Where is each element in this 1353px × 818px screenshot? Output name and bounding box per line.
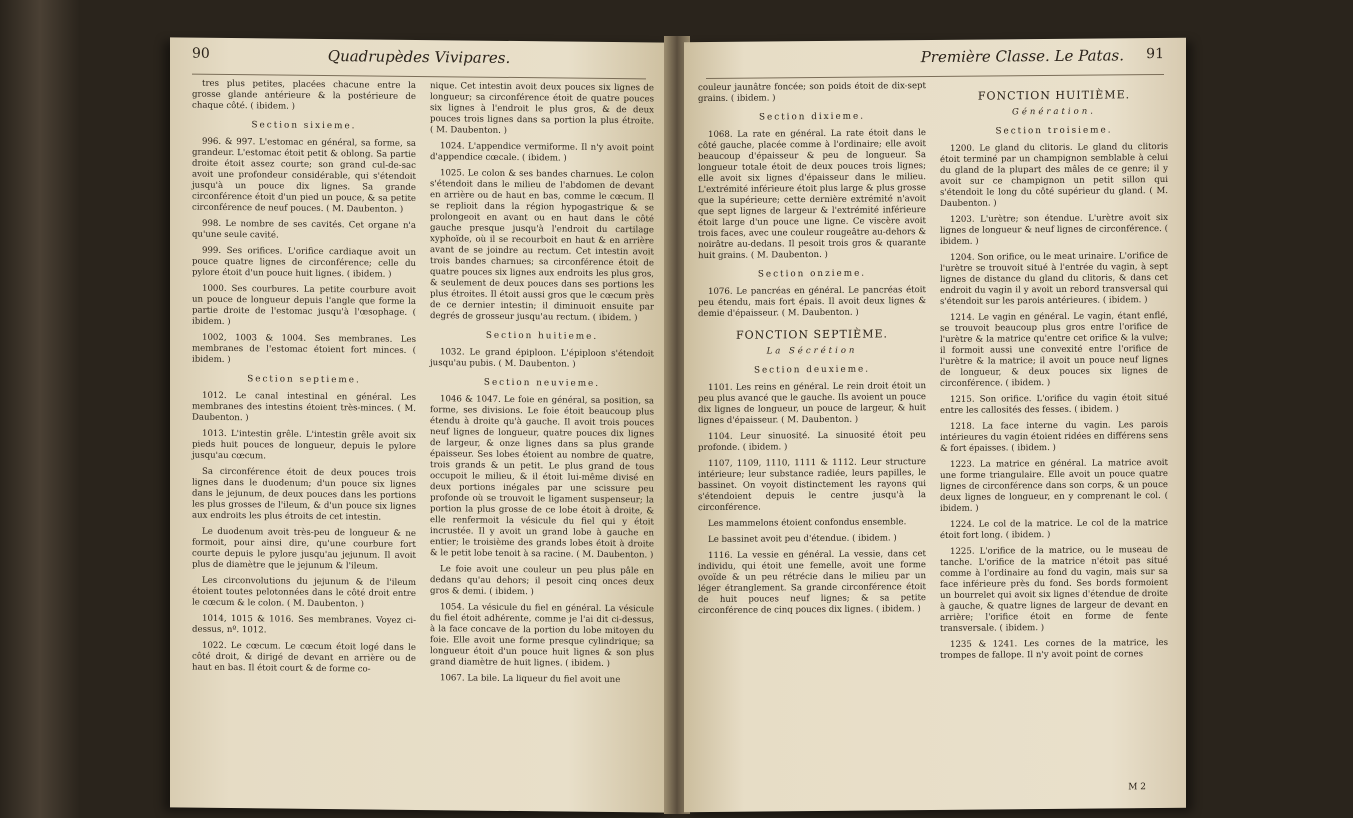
section-heading: Section onzieme. — [757, 268, 867, 280]
paragraph: 1002, 1003 & 1004. Ses membranes. Les membranes de l'estomac étoient fort minces. ( ibidem. ) — [192, 332, 416, 366]
section-heading: Section dixieme. — [758, 111, 866, 123]
section-heading: Section neuvieme. — [483, 377, 601, 389]
signature-mark: M 2 — [1128, 782, 1146, 793]
left-columns — [170, 74, 668, 691]
right-column-2 — [940, 79, 1168, 667]
paragraph: 1046 & 1047. Le foie en général, sa position, sa forme, ses divisions. Le foie étoit beaucoup plus étendu à droite qu'à gauche. Il avoit trois pouces neuf lignes de longueur, quatre pouces dix lignes de largeur, & onze lignes dans sa plus grande épaisseur. Ses lobes étoient au nombre de quatre, trois grands & un petit. Le plus grand de tous occupoit le milieu, & il étoit lui-même divisé en deux portions inégales par une scissure peu profonde où se trouvoit le ligament suspenseur; la portion la plus grosse de ce lobe étoit à droite, & elle renfermoit la vésicule du fiel qui y étoit incrustée. Il y avoit un grand lobe à gauche en entier; le troisième des grands lobes étoit à droite & le petit lobe tenoit à sa racine. ( M. Daubenton. ) — [430, 394, 654, 561]
left-page-number: 90 — [192, 45, 210, 62]
paragraph: 1032. Le grand épiploon. L'épiploon s'étendoit jusqu'au pubis. ( M. Daubenton. ) — [430, 347, 654, 370]
paragraph: 1024. L'appendice vermiforme. Il n'y avoit point d'appendice cœcale. ( ibidem. ) — [430, 141, 654, 164]
paragraph: 1012. Le canal intestinal en général. Les membranes des intestins étoient très-minces. ( M. Daubenton. ) — [192, 390, 416, 424]
left-running-header — [192, 44, 646, 80]
paragraph: Sa circonférence étoit de deux pouces trois lignes dans le duodenum; d'un pouce six lignes dans le jejunum, de deux pouces dans les portions les plus grosses de l'ileum, & d'un pouce six lignes aux endroits les plus étroits de cet intestin. — [192, 466, 416, 523]
left-running-title: Quadrupèdes Vivipares. — [327, 47, 511, 67]
right-page — [684, 38, 1186, 812]
paragraph: 1235 & 1241. Les cornes de la matrice, les trompes de fallope. Il n'y avoit point de cornes — [940, 637, 1168, 661]
paragraph: Les mammelons étoient confondus ensemble. — [708, 517, 907, 529]
paragraph: 1054. La vésicule du fiel en général. La vésicule du fiel étoit adhérente, comme je l'ai dit ci-dessus, à la face concave de la portion du lobe mitoyen du foie. Elle avoit une forme presque cylindrique; sa longueur étoit d'un pouce huit lignes & son plus grand diamètre de huit lignes. ( ibidem. ) — [430, 602, 654, 669]
paragraph: 1225. L'orifice de la matrice, ou le museau de tanche. L'orifice de la matrice n'étoit pas situé comme à l'ordinaire au fond du vagin, mais sur sa face inférieure près du fond. Ses bords formoient un bourrelet qui avoit six lignes d'étendue de droite à gauche, & quatre lignes de largeur de devant en arrière; l'orifice étoit en forme de fente transversale. ( ibidem. ) — [940, 544, 1168, 634]
right-running-header — [706, 44, 1164, 79]
paragraph: 1116. La vessie en général. La vessie, dans cet individu, qui étoit une femelle, avoit une forme ovoïde & un peu rétrécie dans le milieu par un léger étranglement. Sa grande circonférence étoit de huit pouces neuf lignes; & sa petite circonférence de cinq pouces dix lignes. ( ibidem. ) — [698, 549, 926, 617]
function-subheading: Génération. — [1012, 106, 1096, 118]
right-columns — [684, 75, 1186, 669]
paragraph: 999. Ses orifices. L'orifice cardiaque avoit un pouce quatre lignes de circonférence; celle du pylore étoit d'un pouce huit lignes. ( ibidem. ) — [192, 245, 416, 280]
left-page — [170, 37, 668, 812]
right-column-1 — [698, 81, 926, 669]
paragraph: Le duodenum avoit très-peu de longueur & ne formoit, pour ainsi dire, qu'une courbure fort courte depuis le pylore jusqu'au jejunum. Il avoit plus de diamètre que le jejunum & l'ileum. — [192, 526, 416, 572]
right-page-number: 91 — [1146, 46, 1164, 63]
section-heading: Section deuxieme. — [753, 364, 871, 376]
paragraph: 1215. Son orifice. L'orifice du vagin étoit situé entre les callosités des fesses. ( ibidem. ) — [940, 392, 1168, 416]
paragraph: 1101. Les reins en général. Le rein droit étoit un peu plus avancé que le gauche. Ils avoient un pouce dix lignes de longueur, un pouce de largeur, & huit lignes d'épaisseur. ( M. Daubenton. ) — [698, 381, 926, 427]
section-heading: Section sixieme. — [251, 120, 357, 132]
paragraph: 1224. Le col de la matrice. Le col de la matrice étoit fort long. ( ibidem. ) — [940, 517, 1168, 541]
paragraph: 1223. La matrice en général. La matrice avoit une forme triangulaire. Elle avoit un pouce quatre lignes de circonférence dans son corps, & un pouce deux lignes de longueur, en y comprenant le col. ( ibidem. ) — [940, 457, 1168, 514]
paragraph: nique. Cet intestin avoit deux pouces six lignes de longueur; sa circonférence étoit de quatre pouces six lignes à l'endroit le plus gros, & de deux pouces trois lignes dans sa portion la plus étroite. ( M. Daubenton. ) — [430, 81, 654, 136]
paragraph: Les circonvolutions du jejunum & de l'ileum étoient toutes pelotonnées dans le côté droit entre le cœcum & le colon. ( M. Daubenton. ) — [192, 575, 416, 610]
paragraph: 998. Le nombre de ses cavités. Cet organe n'a qu'une seule cavité. — [192, 218, 416, 241]
left-column-1 — [192, 79, 416, 689]
paragraph: 1025. Le colon & ses bandes charnues. Le colon s'étendoit dans le milieu de l'abdomen de devant en arrière ou de haut en bas, comme le cœcum. Il se replioit dans la région hypogastrique & se prolongeoit en avant ou en haut dans le côté gauche presque jusqu'à l'endroit du cartilage xyphoïde, où il se recourboit en haut & en arrière avant de se joindre au rectum. Cet intestin avoit trois bandes charnues; sa circonférence étoit de quatre pouces six lignes aux endroits les plus gros, & seulement de deux pouces dans ses portions les plus étroites. Il étoit aussi gros que le cœcum près de ce dernier intestin; il diminuoit ensuite par degrés de grosseur jusqu'au rectum. ( ibidem. ) — [430, 168, 654, 324]
paragraph: 1107, 1109, 1110, 1111 & 1112. Leur structure intérieure; leur substance radiée, leurs papilles, le bassinet. On voyoit distinctement les rayons qui s'étendoient depuis le centre jusqu'à la circonférence. — [698, 457, 926, 514]
function-heading: FONCTION SEPTIÈME. — [736, 327, 888, 342]
section-heading: Section troisieme. — [995, 125, 1113, 137]
paragraph: 1067. La bile. La liqueur du fiel avoit une — [440, 673, 621, 686]
paragraph: 1022. Le cœcum. Le cœcum étoit logé dans le côté droit, & dirigé de devant en arrière ou de haut en bas. Il étoit court & de forme co- — [192, 640, 416, 675]
function-subheading: La Sécrétion — [766, 345, 858, 357]
paragraph: 996. & 997. L'estomac en général, sa forme, sa grandeur. L'estomac étoit petit & oblong. Sa partie droite étoit assez courte; son grand cul-de-sac avoit une profondeur considérable, qui s'étendoit jusqu'à un pouce dix lignes. Sa grande circonférence étoit d'un pied un pouce, & sa petite circonférence de neuf pouces. ( M. Daubenton. ) — [192, 136, 416, 215]
paragraph: couleur jaunâtre foncée; son poids étoit de dix-sept grains. ( ibidem. ) — [698, 81, 926, 105]
paragraph: 1013. L'intestin grêle. L'intestin grêle avoit six pieds huit pouces de longueur, depuis le pylore jusqu'au cœcum. — [192, 428, 416, 462]
paragraph: 1218. La face interne du vagin. Les parois intérieures du vagin étoient ridées en différens sens & fort épaisses. ( ibidem. ) — [940, 419, 1168, 454]
paragraph: Le foie avoit une couleur un peu plus pâle en dedans qu'au dehors; il pesoit cinq onces deux gros & demi. ( ibidem. ) — [430, 564, 654, 598]
function-heading: FONCTION HUITIÈME. — [977, 88, 1131, 103]
paragraph: 1203. L'urètre; son étendue. L'urètre avoit six lignes de longueur & neuf lignes de circonférence. ( ibidem. ) — [940, 212, 1168, 247]
paragraph: 1204. Son orifice, ou le meat urinaire. L'orifice de l'urètre se trouvoit situé à l'entrée du vagin, à sept lignes de distance du gland du clitoris, & dans cet endroit du vagin il y avoit un rebord transversal qui s'étendoit sur les parois antérieures. ( ibidem. ) — [940, 250, 1168, 307]
paragraph: 1200. Le gland du clitoris. Le gland du clitoris étoit terminé par un champignon semblable à celui du gland de la plupart des mâles de ce genre; il y avoit sur ce champignon un petit sillon qui s'étendoit le long du côté supérieur du gland. ( M. Daubenton. ) — [940, 141, 1168, 209]
paragraph: 1076. Le pancréas en général. Le pancréas étoit peu étendu, mais fort épais. Il avoit deux lignes & demie d'épaisseur. ( M. Daubenton. ) — [698, 285, 926, 320]
section-heading: Section septieme. — [247, 374, 361, 386]
paragraph: 1214. Le vagin en général. Le vagin, étant enflé, se trouvoit beaucoup plus gros entre l'orifice de l'urètre & la matrice qu'entre cet orifice & la vulve; il formoit aussi une convexité entre l'orifice de l'urètre & la matrice; il avoit un pouce neuf lignes de longueur, & deux pouces six lignes de circonférence. ( ibidem. ) — [940, 310, 1168, 389]
paragraph: Le bassinet avoit peu d'étendue. ( ibidem. ) — [708, 533, 897, 545]
paragraph: 1000. Ses courbures. La petite courbure avoit un pouce de longueur depuis l'angle que forme la partie droite de l'estomac jusqu'à l'œsophage. ( ibidem. ) — [192, 283, 416, 328]
paragraph: 1104. Leur sinuosité. La sinuosité étoit peu profonde. ( ibidem. ) — [698, 430, 926, 454]
left-column-2 — [430, 81, 654, 691]
paragraph: 1068. La rate en général. La rate étoit dans le côté gauche, placée comme à l'ordinaire; elle avoit beaucoup d'épaisseur & peu de longueur. Sa longueur totale étoit de deux pouces trois lignes; elle avoit six lignes d'épaisseur dans le milieu. L'extrémité inférieure étoit plus large & plus grosse que la supérieure; cette dernière extrémité n'avoit que sept lignes de largeur & l'extrémité inférieure étoit large d'un pouce une ligne. Ce viscère avoit trois faces, avec une couleur rougeâtre au-dehors & noirâtre au-dedans. Il pesoit trois gros & quarante huit grains. ( M. Daubenton. ) — [698, 128, 926, 262]
paragraph: 1014, 1015 & 1016. Ses membranes. Voyez ci-dessus, nº. 1012. — [192, 613, 416, 636]
section-heading: Section huitieme. — [485, 330, 599, 342]
right-running-title: Première Classe. Le Patas. — [920, 46, 1124, 67]
paragraph: tres plus petites, placées chacune entre la grosse glande antérieure & la postérieure de chaque côté. ( ibidem. ) — [192, 78, 416, 112]
